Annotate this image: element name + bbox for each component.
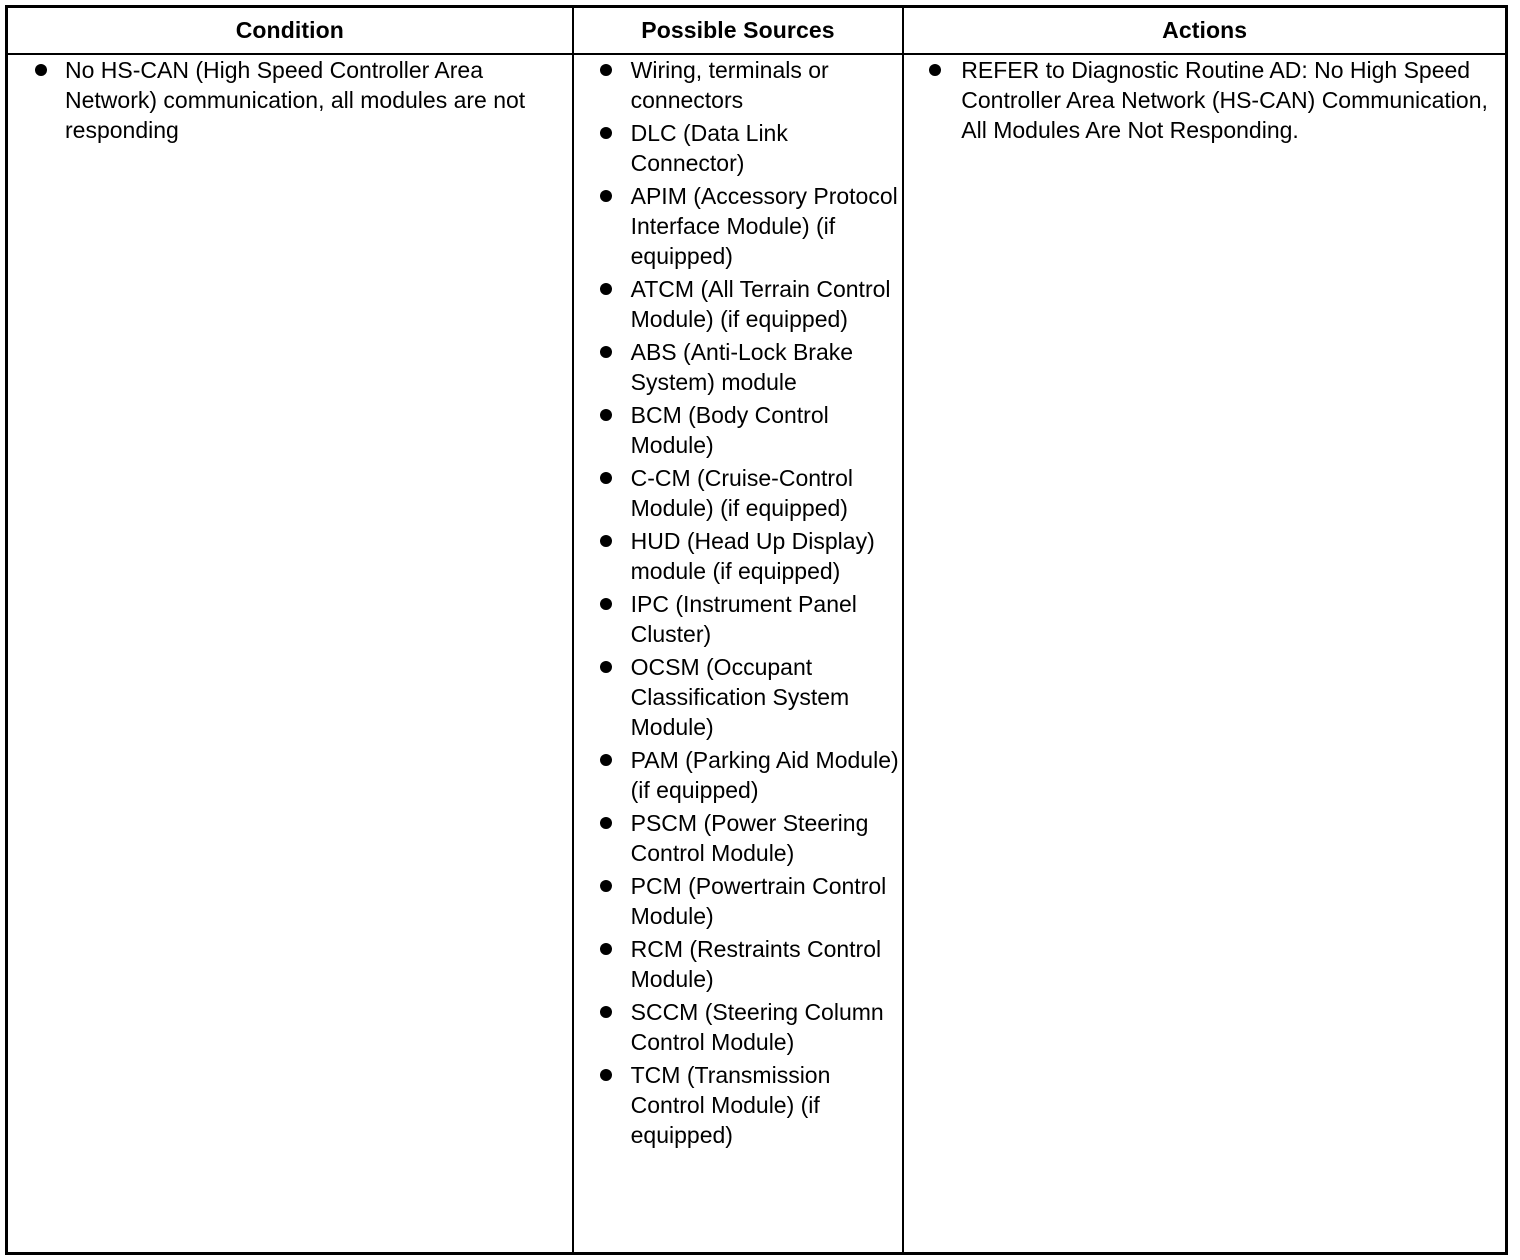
bullet-icon	[600, 1006, 612, 1018]
source-text: IPC (Instrument Panel Cluster)	[630, 591, 857, 647]
actions-list	[904, 55, 1505, 145]
source-item	[574, 463, 903, 523]
source-text: SCCM (Steering Column Control Module)	[630, 999, 884, 1055]
action-text: REFER to Diagnostic Routine AD: No High Speed Controller Area Network (HS-CAN) Communication, All Modules Are Not Responding.	[961, 57, 1488, 143]
bullet-icon	[600, 880, 612, 892]
source-item	[574, 652, 903, 742]
header-row	[7, 7, 1507, 55]
condition-item	[8, 55, 572, 145]
source-text: TCM (Transmission Control Module) (if equipped)	[630, 1062, 831, 1148]
header-condition: Condition	[7, 7, 573, 55]
bullet-icon	[600, 817, 612, 829]
source-item	[574, 274, 903, 334]
sources-cell	[573, 54, 904, 1254]
source-item	[574, 1060, 903, 1150]
header-possible-sources: Possible Sources	[573, 7, 904, 55]
bullet-icon	[600, 598, 612, 610]
sources-list	[574, 55, 903, 1150]
bullet-icon	[600, 64, 612, 76]
bullet-icon	[929, 64, 941, 76]
source-item	[574, 745, 903, 805]
action-item	[904, 55, 1505, 145]
bullet-icon	[600, 190, 612, 202]
source-text: RCM (Restraints Control Module)	[630, 936, 882, 992]
source-text: HUD (Head Up Display) module (if equipped)	[630, 528, 875, 584]
source-text: APIM (Accessory Protocol Interface Module) (if equipped)	[630, 183, 898, 269]
source-item	[574, 808, 903, 868]
source-item	[574, 181, 903, 271]
source-text: OCSM (Occupant Classification System Module)	[630, 654, 850, 740]
diagnostic-table	[5, 5, 1508, 1255]
bullet-icon	[600, 1069, 612, 1081]
source-text: PCM (Powertrain Control Module)	[630, 873, 887, 929]
bullet-icon	[600, 127, 612, 139]
source-text: PAM (Parking Aid Module) (if equipped)	[630, 747, 899, 803]
bullet-icon	[600, 661, 612, 673]
bullet-icon	[600, 754, 612, 766]
bullet-icon	[600, 943, 612, 955]
source-text: DLC (Data Link Connector)	[630, 120, 788, 176]
source-text: Wiring, terminals or connectors	[630, 57, 829, 113]
source-item	[574, 871, 903, 931]
source-text: ABS (Anti-Lock Brake System) module	[630, 339, 854, 395]
source-text: C-CM (Cruise-Control Module) (if equipped)	[630, 465, 853, 521]
source-item	[574, 934, 903, 994]
source-item	[574, 526, 903, 586]
bullet-icon	[600, 283, 612, 295]
bullet-icon	[600, 472, 612, 484]
source-item	[574, 55, 903, 115]
source-item	[574, 589, 903, 649]
table-row	[7, 54, 1507, 1254]
condition-cell	[7, 54, 573, 1254]
condition-text: No HS-CAN (High Speed Controller Area Network) communication, all modules are not responding	[65, 57, 526, 143]
actions-cell	[903, 54, 1506, 1254]
source-text: ATCM (All Terrain Control Module) (if equipped)	[630, 276, 891, 332]
header-actions: Actions	[903, 7, 1506, 55]
bullet-icon	[600, 346, 612, 358]
source-item	[574, 337, 903, 397]
condition-list	[8, 55, 572, 145]
bullet-icon	[35, 64, 47, 76]
source-item	[574, 997, 903, 1057]
source-item	[574, 118, 903, 178]
bullet-icon	[600, 535, 612, 547]
source-text: BCM (Body Control Module)	[630, 402, 829, 458]
bullet-icon	[600, 409, 612, 421]
source-text: PSCM (Power Steering Control Module)	[630, 810, 869, 866]
source-item	[574, 400, 903, 460]
